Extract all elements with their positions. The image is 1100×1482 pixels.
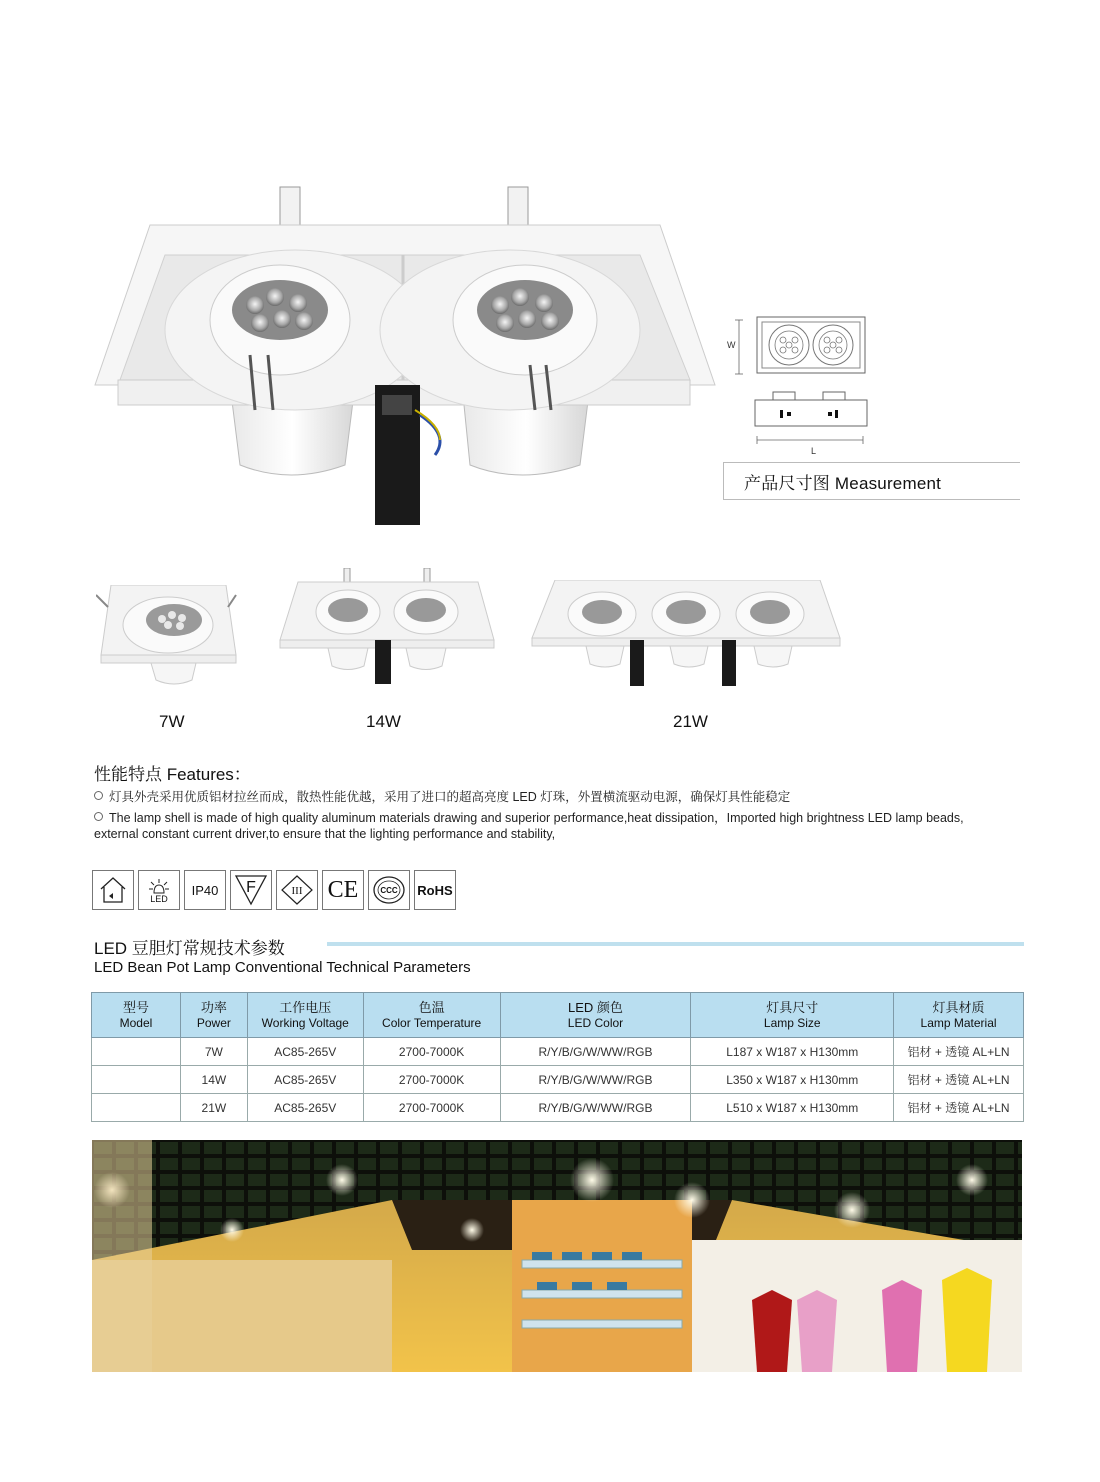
cell-power: 7W: [180, 1038, 247, 1066]
cell-color-temp: 2700-7000K: [363, 1066, 500, 1094]
ccc-mark-icon: [368, 870, 410, 910]
variant-7w-image: [96, 585, 241, 690]
cell-model: [92, 1094, 181, 1122]
cell-voltage: AC85-265V: [247, 1066, 363, 1094]
variant-21w-image: [530, 580, 842, 690]
store-interior-photo: [92, 1140, 1022, 1372]
hero-lamp-image: [90, 185, 720, 530]
cell-voltage: AC85-265V: [247, 1094, 363, 1122]
cell-lamp-material: 铝材 + 透镜 AL+LN: [894, 1094, 1024, 1122]
f-mark-icon: [230, 870, 272, 910]
header-lamp-size: 灯具尺寸 Lamp Size: [691, 993, 894, 1038]
cell-led-color: R/Y/B/G/W/WW/RGB: [500, 1094, 691, 1122]
feature-text-en-2: external constant current driver,to ensure that the lighting performance and stability,: [94, 827, 556, 841]
cell-voltage: AC85-265V: [247, 1038, 363, 1066]
header-power: 功率 Power: [180, 993, 247, 1038]
features-title: 性能特点 Features：: [94, 765, 251, 784]
cell-color-temp: 2700-7000K: [363, 1038, 500, 1066]
header-led-color: LED 颜色 LED Color: [500, 993, 691, 1038]
dimension-l-label: L: [811, 446, 817, 456]
cell-lamp-material: 铝材 + 透镜 AL+LN: [894, 1038, 1024, 1066]
feature-line-cn: [94, 789, 790, 805]
table-row: [92, 1038, 1024, 1066]
spec-table: [91, 992, 1024, 1122]
variant-14w-label: 14W: [366, 712, 401, 731]
rohs-label: RoHS: [417, 882, 453, 898]
led-icon-label: LED: [150, 893, 168, 904]
variant-21w-label: 21W: [673, 712, 708, 731]
rohs-badge: [414, 870, 456, 910]
measurement-label: 产品尺寸图 Measurement: [723, 462, 1020, 500]
cell-led-color: R/Y/B/G/W/WW/RGB: [500, 1038, 691, 1066]
f-mark-label: F: [246, 879, 256, 896]
feature-line-en: [94, 810, 1024, 842]
header-voltage: 工作电压 Working Voltage: [247, 993, 363, 1038]
cell-lamp-size: L187 x W187 x H130mm: [691, 1038, 894, 1066]
indoor-use-icon: [92, 870, 134, 910]
bullet-icon: [94, 791, 103, 800]
header-color-temp: 色温 Color Temperature: [363, 993, 500, 1038]
cell-power: 14W: [180, 1066, 247, 1094]
header-model: 型号 Model: [92, 993, 181, 1038]
led-icon: [138, 870, 180, 910]
table-row: [92, 1066, 1024, 1094]
table-header-row: [92, 993, 1024, 1038]
cell-lamp-size: L350 x W187 x H130mm: [691, 1066, 894, 1094]
ce-mark-icon: [322, 870, 364, 910]
cell-lamp-size: L510 x W187 x H130mm: [691, 1094, 894, 1122]
spec-title-divider: [327, 942, 1024, 946]
feature-text-cn: 灯具外壳采用优质铝材拉丝而成，散热性能优越，采用了进口的超高亮度 LED 灯珠，外置横流驱动电源，确保灯具性能稳定: [109, 790, 791, 804]
class-iii-icon: [276, 870, 318, 910]
measurement-drawing: [725, 312, 875, 462]
cell-power: 21W: [180, 1094, 247, 1122]
feature-text-en-1: The lamp shell is made of high quality aluminum materials drawing and superior performance,heat dissipation，Imported high brightness LED lamp beads,: [109, 811, 964, 825]
bullet-icon: [94, 812, 103, 821]
ip40-label: IP40: [191, 882, 219, 898]
cell-model: [92, 1066, 181, 1094]
class-iii-label: III: [291, 885, 303, 897]
cell-lamp-material: 铝材 + 透镜 AL+LN: [894, 1066, 1024, 1094]
cell-led-color: R/Y/B/G/W/WW/RGB: [500, 1066, 691, 1094]
ccc-label: CCC: [380, 886, 398, 895]
table-row: [92, 1094, 1024, 1122]
cell-model: [92, 1038, 181, 1066]
cell-color-temp: 2700-7000K: [363, 1094, 500, 1122]
ip40-badge: [184, 870, 226, 910]
header-lamp-material: 灯具材质 Lamp Material: [894, 993, 1024, 1038]
spec-title-cn: LED 豆胆灯常规技术参数: [94, 939, 285, 958]
ce-label: CE: [327, 876, 359, 903]
certification-icons: [92, 870, 460, 912]
variant-14w-image: [278, 568, 496, 688]
dimension-w-label: W: [727, 340, 736, 350]
spec-title-en: LED Bean Pot Lamp Conventional Technical Parameters: [94, 959, 471, 976]
variant-7w-label: 7W: [159, 712, 185, 731]
